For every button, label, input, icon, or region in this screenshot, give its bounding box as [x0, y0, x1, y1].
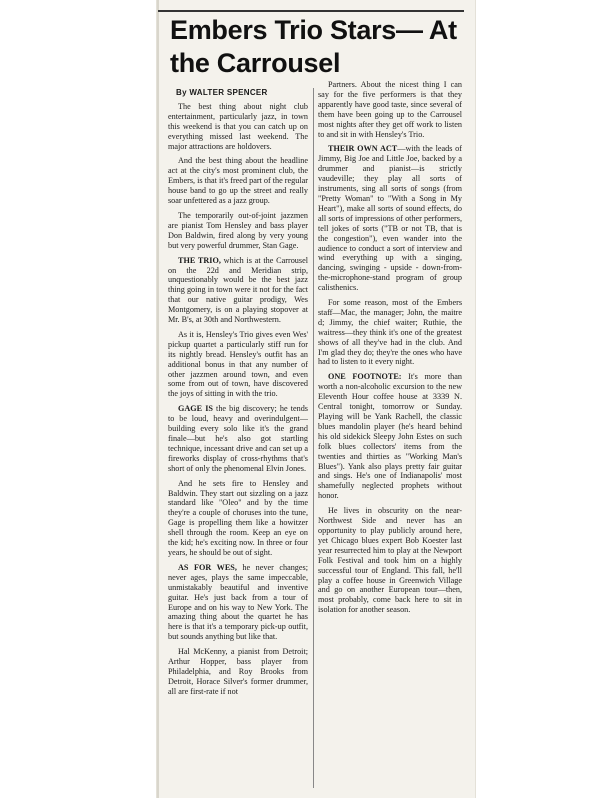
paragraph-text: It's more than worth a non-alcoholic excursion to the new Eleventh Hour coffee house at 3339 N. Central tonight, tomorrow or Sunday. Playing will be Yank Rachell, the classic blues mandolin player (he's heard behind his old sidekick Sleepy John Estes on such folk blues collectors' items from the twenties and thirties as "Working Man's Blues"). Yank also plays pretty fair guitar and sings. He's one of Indianapolis' most shamefully neglected prophets without honor. [318, 372, 462, 501]
paragraph-text: For some reason, most of the Embers staff—Mac, the manager; John, the maitre d; Jimmy, the chief waiter; Ruthie, the waitress—they think it's one of the greatest shows of all they've had in the club. And I'm glad they do; they're the ones who have had to listen to it every night. [318, 298, 462, 367]
paragraph-lead: GAGE IS [178, 404, 213, 414]
paragraph-text: And he sets fire to Hensley and Baldwin. They start out sizzling on a jazz standard like "Oleo" and by the time they're a couple of choruses into the tune, Gage is propelling them like a howitzer shell through the room. Keep an eye on the kid; he's exciting now. In three or four years, he should be out of sight. [168, 478, 308, 557]
headline: Embers Trio Stars— At the Carrousel [170, 15, 457, 78]
paragraph [318, 80, 462, 139]
paragraph-text: The best thing about night club entertainment, particularly jazz, in town this weekend is that you can catch up on everything missed last weekend. The major attractions are holdovers. [168, 101, 308, 151]
paragraph-text: Hal McKenny, a pianist from Detroit; Arthur Hopper, bass player from Philadelphia, and Roy Brooks from Detroit, Horace Silver's former drummer, all are first-rate if not [168, 647, 308, 696]
left-paragraphs [168, 102, 308, 697]
paragraph-text: And the best thing about the headline act at the city's most prominent club, the Embers, is that it's freed part of the regular house band to go up the street and really soar unfettered as a jazz group. [168, 156, 308, 206]
paragraph [318, 144, 462, 293]
paragraph [168, 563, 308, 642]
paragraph [318, 506, 462, 615]
right-column [318, 80, 462, 620]
right-paragraphs [318, 80, 462, 615]
paragraph-lead: ONE FOOTNOTE: [328, 372, 402, 382]
paragraph [168, 256, 308, 325]
column-rule [313, 88, 314, 788]
paragraph-text: The temporarily out-of-joint jazzmen are pianist Tom Hensley and bass player Don Baldwin, fired along by very young but very powerful drummer, Stan Gage. [168, 210, 308, 250]
paragraph-lead: AS FOR WES, [178, 562, 237, 572]
paragraph [168, 330, 308, 399]
paragraph-text: the big discovery; he tends to be loud, heavy and overindulgent—building every solo like it's the grand finale—but he's also got startling technique, incessant drive and can set up a fireworks display of cross-rhythms that's short of only the phenomenal Elvin Jones. [168, 404, 308, 473]
paragraph-lead: THEIR OWN ACT [328, 144, 398, 154]
paragraph-text: As it is, Hensley's Trio gives even Wes' pickup quartet a particularly stiff run for its nightly bread. Hensley's outfit has an additional bonus in that any number of other jazzmen around town, and even some from out of town, have discovered the joys of sitting in with the trio. [168, 329, 308, 399]
top-rule [158, 10, 464, 12]
paragraph-text: —with the leads of Jimmy, Big Joe and Little Joe, backed by a drummer and pianist—is strictly vaudeville; they play all sorts of instruments, sing all sorts of songs (from "Pretty Woman" to "With a Song in My Heart"), make all sorts of sound effects, do all sorts of impressions of other performers, tell jokes of sorts ("TB or not TB, that is the congestion"), even wander into the audience to conduct a sort of interview and wind everything up with a singing, dancing, swinging - upside - down-from-the-microphone-stand program of group calisthenics. [318, 144, 462, 293]
paragraph [168, 211, 308, 251]
paragraph-text: he never changes; never ages, plays the same impeccable, unmistakably beautiful and inventive guitar. He's just back from a tour of Europe and on his way to New York. The amazing thing about the quartet he has here is that it's a temporary pick-up outfit, but sounds anything but like that. [168, 562, 308, 642]
paragraph-text: which is at the Carrousel on the 22d and Meridian strip, unquestionably would be the best jazz thing going in town were it not for the fact that our native guitar prodigy, Wes Montgomery, is on a playing stopover at Mr. B's, at 30th and Northwestern. [168, 255, 308, 325]
left-column [168, 88, 308, 702]
paragraph [318, 298, 462, 367]
paragraph [168, 647, 308, 697]
paragraph [168, 156, 308, 206]
paragraph [318, 372, 462, 501]
paragraph [168, 102, 308, 152]
byline: By WALTER SPENCER [176, 88, 268, 97]
paragraph-lead: THE TRIO, [178, 255, 221, 265]
paragraph-text: He lives in obscurity on the near-Northwest Side and never has an opportunity to play publicly around here, yet Chicago blues expert Bob Koester last year resurrected him to play at the Newport Folk Festival and took him on a highly successful tour of England. This fall, he'll play a coffee house in Greenwich Village and go on another European tour—then, most probably, come back here to sit in isolation for another season. [318, 506, 462, 615]
clipping-edge [157, 0, 159, 798]
paragraph [168, 404, 308, 473]
paragraph [168, 479, 308, 558]
paragraph-text: Partners. About the nicest thing I can say for the five performers is that they apparently have good taste, since several of them have been going up to the Carrousel most nights after they get off work to listen to and sit in with Hensley's Trio. [318, 80, 462, 139]
